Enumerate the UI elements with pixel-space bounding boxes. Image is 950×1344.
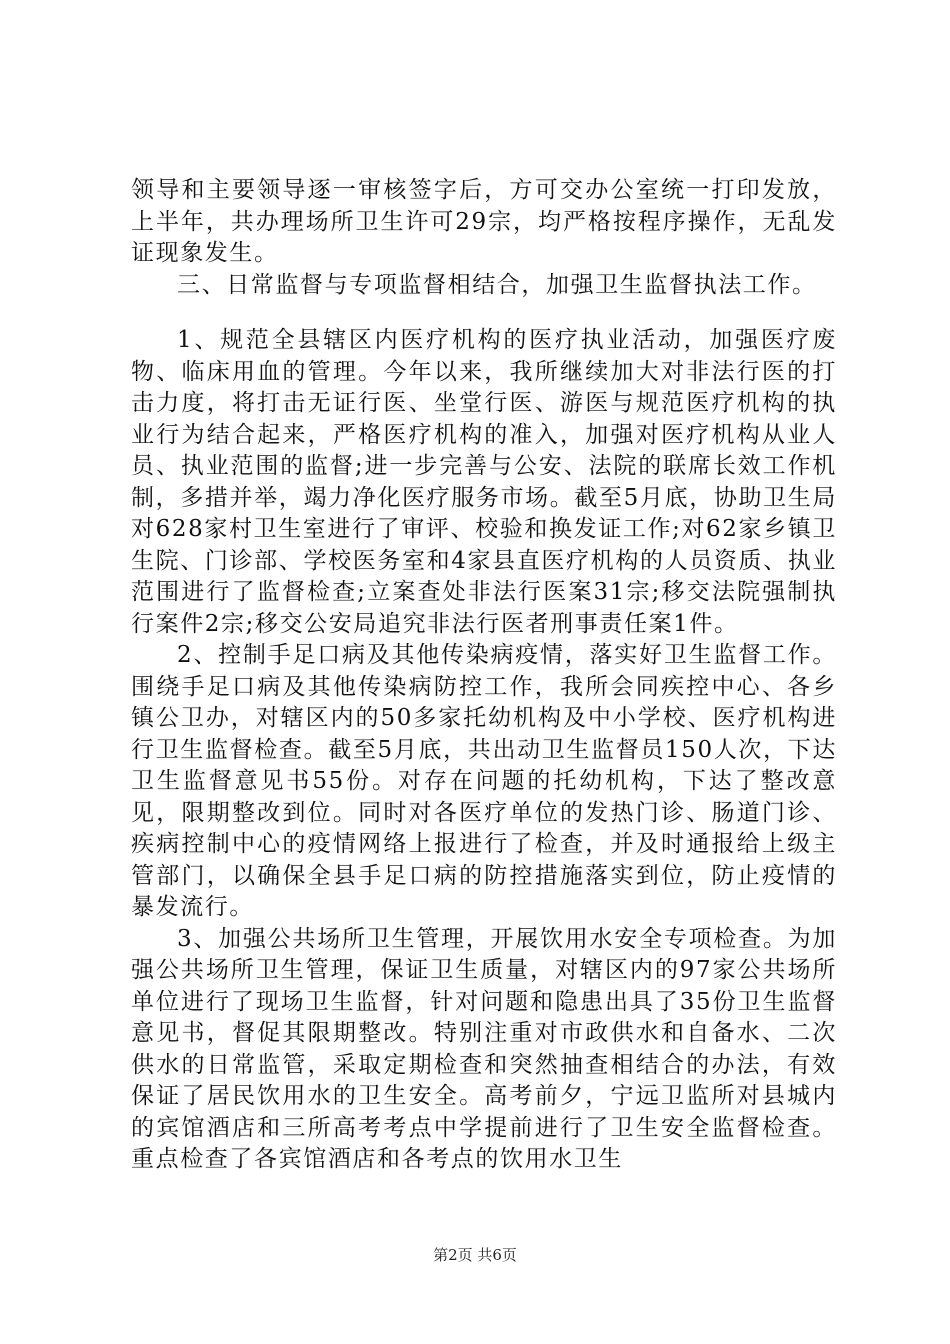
section-heading: 三、日常监督与专项监督相结合，加强卫生监督执法工作。 xyxy=(177,271,817,298)
paragraph-item-3: 3、加强公共场所卫生管理，开展饮用水安全专项检查。为加强公共场所卫生管理，保证卫生质量，对辖区内的97家公共场所单位进行了现场卫生监督，针对问题和隐患出具了35份卫生监督意见书，督促其限期整改。特别注重对市政供水和自备水、二次供水的日常监管，采取定期检查和突然抽查相结合的办法，有效保证了居民饮用水的卫生安全。高考前夕，宁远卫监所对县城内的宾馆酒店和三所高考考点中学提前进行了卫生安全监督检查。重点检查了各宾馆酒店和各考点的饮用水卫生 xyxy=(131,925,837,1172)
document-body xyxy=(131,175,837,1176)
spacer xyxy=(131,301,837,325)
paragraph-continuation: 领导和主要领导逐一审核签字后，方可交办公室统一打印发放，上半年，共办理场所卫生许可29宗，均严格按程序操作，无乱发证现象发生。 xyxy=(131,177,837,266)
page-number-footer: 第2页 共6页 xyxy=(433,1246,517,1264)
paragraph-item-2: 2、控制手足口病及其他传染病疫情，落实好卫生监督工作。围绕手足口病及其他传染病防控工作，我所会同疾控中心、各乡镇公卫办，对辖区内的50多家托幼机构及中小学校、医疗机构进行卫生监督检查。截至5月底，共出动卫生监督员150人次，下达卫生监督意见书55份。对存在问题的托幼机构，下达了整改意见，限期整改到位。同时对各医疗单位的发热门诊、肠道门诊、疾病控制中心的疫情网络上报进行了检查，并及时通报给上级主管部门，以确保全县手足口病的防控措施落实到位，防止疫情的暴发流行。 xyxy=(131,642,837,920)
paragraph-item-1: 1、规范全县辖区内医疗机构的医疗执业活动，加强医疗废物、临床用血的管理。今年以来，我所继续加大对非法行医的打击力度，将打击无证行医、坐堂行医、游医与规范医疗机构的执业行为结合起来，严格医疗机构的准入，加强对医疗机构从业人员、执业范围的监督;进一步完善与公安、法院的联席长效工作机制，多措并举，竭力净化医疗服务市场。截至5月底，协助卫生局对628家村卫生室进行了审评、校验和换发证工作;对62家乡镇卫生院、门诊部、学校医务室和4家县直医疗机构的人员资质、执业范围进行了监督检查;立案查处非法行医案31宗;移交法院强制执行案件2宗;移交公安局追究非法行医者刑事责任案1件。 xyxy=(131,327,837,637)
